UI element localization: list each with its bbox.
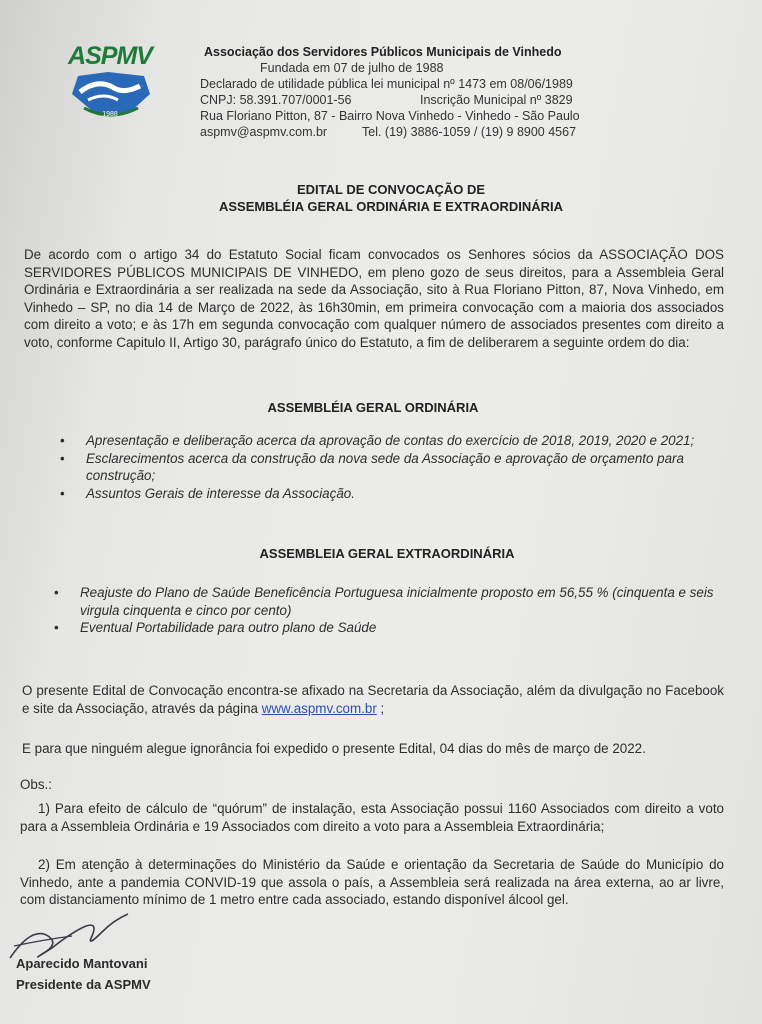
- list-item: • Esclarecimentos acerca da construção da nova sede da Associação e aprovação de orçamento para construção;: [60, 450, 684, 483]
- signer-name: Aparecido Mantovani: [16, 956, 148, 971]
- ordinaria-list: [60, 432, 720, 502]
- bullet-icon: •: [60, 433, 65, 448]
- bullet-icon: •: [54, 620, 59, 635]
- obs-label: Obs.:: [20, 777, 52, 792]
- title-line-1: EDITAL DE CONVOCAÇÃO DE: [296, 182, 486, 197]
- logo-text: ASPMV: [68, 42, 152, 70]
- list-item: • Reajuste do Plano de Saúde Beneficência Portuguesa inicialmente proposto em 56,55 % (cinquenta e seis virgula cinquenta e cinco por cento): [54, 585, 714, 618]
- cnpj: CNPJ: 58.391.707/0001-56: [200, 93, 352, 107]
- afixado-paragraph: O presente Edital de Convocação encontra-se afixado na Secretaria da Associação, além da divulgação no Facebook e site da Associação, através da página www.aspmv.com.br ;: [22, 683, 724, 716]
- bullet-icon: •: [60, 485, 65, 501]
- declared-utility: Declarado de utilidade pública lei municipal nº 1473 em 08/06/1989: [200, 77, 573, 91]
- ordinaria-heading: ASSEMBLÉIA GERAL ORDINÁRIA: [267, 400, 479, 415]
- obs-item-1: 1) Para efeito de cálculo de “quórum” de instalação, esta Associação possui 1160 Associados com direito a voto para a Assembleia Ordinária e 19 Associados com direito a voto para a Assembleia Extraordinária;: [20, 801, 724, 834]
- founded-date: Fundada em 07 de julho de 1988: [260, 61, 444, 75]
- title-line-2: ASSEMBLÉIA GERAL ORDINÁRIA E EXTRAORDINÁRIA: [218, 199, 564, 214]
- phone: Tel. (19) 3886-1059 / (19) 9 8900 4567: [362, 125, 577, 139]
- org-name: Associação dos Servidores Públicos Municipais de Vinhedo: [204, 45, 562, 59]
- bullet-icon: •: [60, 450, 65, 466]
- expedido-paragraph: E para que ninguém alegue ignorância foi expedido o presente Edital, 04 dias do mês de março de 2022.: [22, 741, 646, 756]
- extraordinaria-list: [54, 584, 722, 637]
- email: aspmv@aspmv.com.br: [200, 125, 328, 139]
- extraordinaria-heading: ASSEMBLEIA GERAL EXTRAORDINÁRIA: [259, 546, 515, 561]
- inscricao-municipal: Inscrição Municipal nº 3829: [420, 93, 573, 107]
- list-item: • Eventual Portabilidade para outro plano de Saúde: [54, 620, 377, 635]
- logo-year: 1988: [102, 111, 118, 118]
- obs-item-2: 2) Em atenção à determinações do Ministério da Saúde e orientação da Secretaria de Saúde do Município do Vinhedo, ante a pandemia CONVID-19 que assola o país, a Assembleia será realizada na área externa, ao ar livre, com distanciamento mínimo de 1 metro entre cada associado, estando disponível álcool gel.: [20, 857, 724, 907]
- address: Rua Floriano Pitton, 87 - Bairro Nova Vinhedo - Vinhedo - São Paulo: [200, 109, 580, 123]
- intro-paragraph: De acordo com o artigo 34 do Estatuto Social ficam convocados os Senhores sócios da ASSOCIAÇÃO DOS SERVIDORES PÚBLICOS MUNICIPAIS DE VINHEDO, em pleno gozo de seus direitos, para a Assembleia Geral Ordinária e Extraordinária a ser realizada na sede da Associação, sito à Rua Floriano Pitton, 87, Nova Vinhedo, em Vinhedo – SP, no dia 14 de Março de 2022, às 16h30min, em primeira convocação com a maioria dos associados com direito a voto; e às 17h em segunda convocação com qualquer número de associados presentes com direito a voto, conforme Capitulo II, Artigo 30, parágrafo único do Estatuto, a fim de deliberarem a seguinte ordem do dia:: [24, 247, 724, 350]
- signer-role: Presidente da ASPMV: [16, 977, 151, 992]
- bullet-icon: •: [54, 585, 59, 600]
- website-link[interactable]: www.aspmv.com.br: [261, 700, 377, 716]
- list-item: • Assuntos Gerais de interesse da Associação.: [60, 485, 355, 501]
- list-item: • Apresentação e deliberação acerca da aprovação de contas do exercício de 2018, 2019, 2020 e 2021;: [60, 433, 695, 448]
- aspmv-logo: [58, 42, 162, 126]
